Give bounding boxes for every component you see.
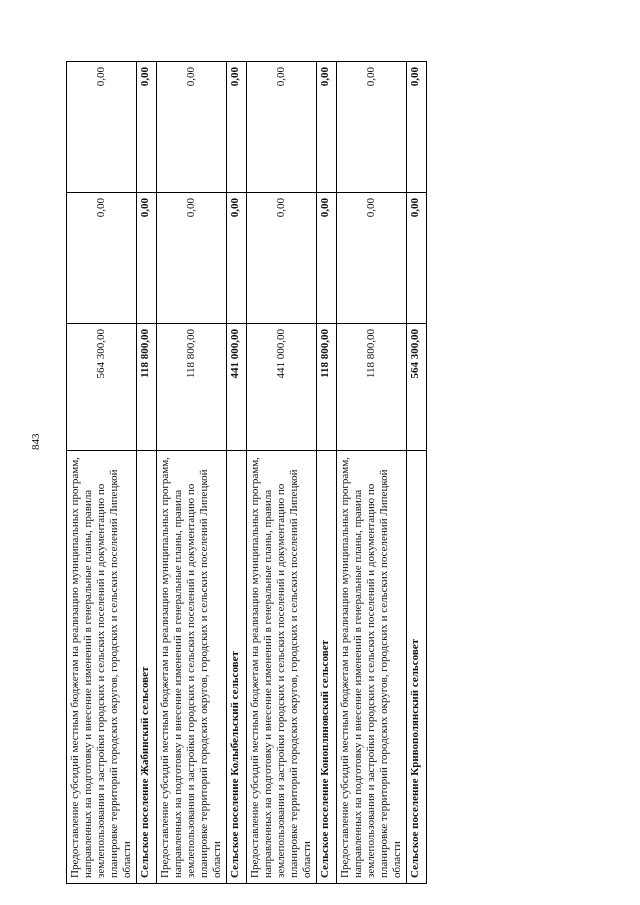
row-value-2: 0,00	[157, 193, 227, 324]
row-value-2: 0,00	[247, 193, 317, 324]
table-row-header	[407, 62, 427, 884]
row-value-3: 0,00	[247, 62, 317, 193]
table-row	[67, 62, 137, 884]
row-value-3: 0,00	[157, 62, 227, 193]
row-value-1: 118 800,00	[337, 324, 407, 451]
row-value-1: 118 800,00	[157, 324, 227, 451]
row-description: Сельское поселение Жабинский сельсовет	[137, 451, 157, 884]
row-value-3: 0,00	[407, 62, 427, 193]
row-description: Сельское поселение Конопляновский сельсовет	[317, 451, 337, 884]
row-value-1: 118 800,00	[137, 324, 157, 451]
table-row-header	[227, 62, 247, 884]
table-row-header	[137, 62, 157, 884]
row-value-1: 564 300,00	[67, 324, 137, 451]
row-value-1: 118 800,00	[317, 324, 337, 451]
row-description: Предоставление субсидий местным бюджетам на реализацию муниципальных программ, направленных на подготовку и внесение изменений в генеральные планы, правила землепользования и застройки городских и сельских поселений и документацию по планировке территорий городских округов, городских и сельских поселений Липецкой области	[67, 451, 137, 884]
row-value-1: 564 300,00	[407, 324, 427, 451]
row-description: Сельское поселение Колыбельский сельсовет	[227, 451, 247, 884]
row-description: Предоставление субсидий местным бюджетам на реализацию муниципальных программ, направленных на подготовку и внесение изменений в генеральные планы, правила землепользования и застройки городских и сельских поселений и документацию по планировке территорий городских округов, городских и сельских поселений Липецкой области	[157, 451, 227, 884]
row-value-3: 0,00	[137, 62, 157, 193]
table-row	[337, 62, 407, 884]
table-row	[157, 62, 227, 884]
row-value-1: 441 000,00	[227, 324, 247, 451]
row-value-2: 0,00	[137, 193, 157, 324]
row-description: Предоставление субсидий местным бюджетам на реализацию муниципальных программ, направленных на подготовку и внесение изменений в генеральные планы, правила землепользования и застройки городских и сельских поселений и документацию по планировке территорий городских округов, городских и сельских поселений Липецкой области	[337, 451, 407, 884]
row-value-2: 0,00	[67, 193, 137, 324]
row-value-3: 0,00	[317, 62, 337, 193]
table-row	[247, 62, 317, 884]
row-value-3: 0,00	[67, 62, 137, 193]
row-description: Предоставление субсидий местным бюджетам на реализацию муниципальных программ, направленных на подготовку и внесение изменений в генеральные планы, правила землепользования и застройки городских и сельских поселений и документацию по планировке территорий городских округов, городских и сельских поселений Липецкой области	[247, 451, 317, 884]
page-number: 843	[30, 433, 42, 450]
row-value-1: 441 000,00	[247, 324, 317, 451]
row-value-2: 0,00	[407, 193, 427, 324]
budget-table	[66, 61, 427, 884]
row-value-2: 0,00	[337, 193, 407, 324]
row-value-2: 0,00	[227, 193, 247, 324]
row-description: Сельское поселение Кривополянский сельсовет	[407, 451, 427, 884]
row-value-3: 0,00	[337, 62, 407, 193]
table-row-header	[317, 62, 337, 884]
row-value-3: 0,00	[227, 62, 247, 193]
rotated-table-container	[66, 62, 550, 884]
row-value-2: 0,00	[317, 193, 337, 324]
